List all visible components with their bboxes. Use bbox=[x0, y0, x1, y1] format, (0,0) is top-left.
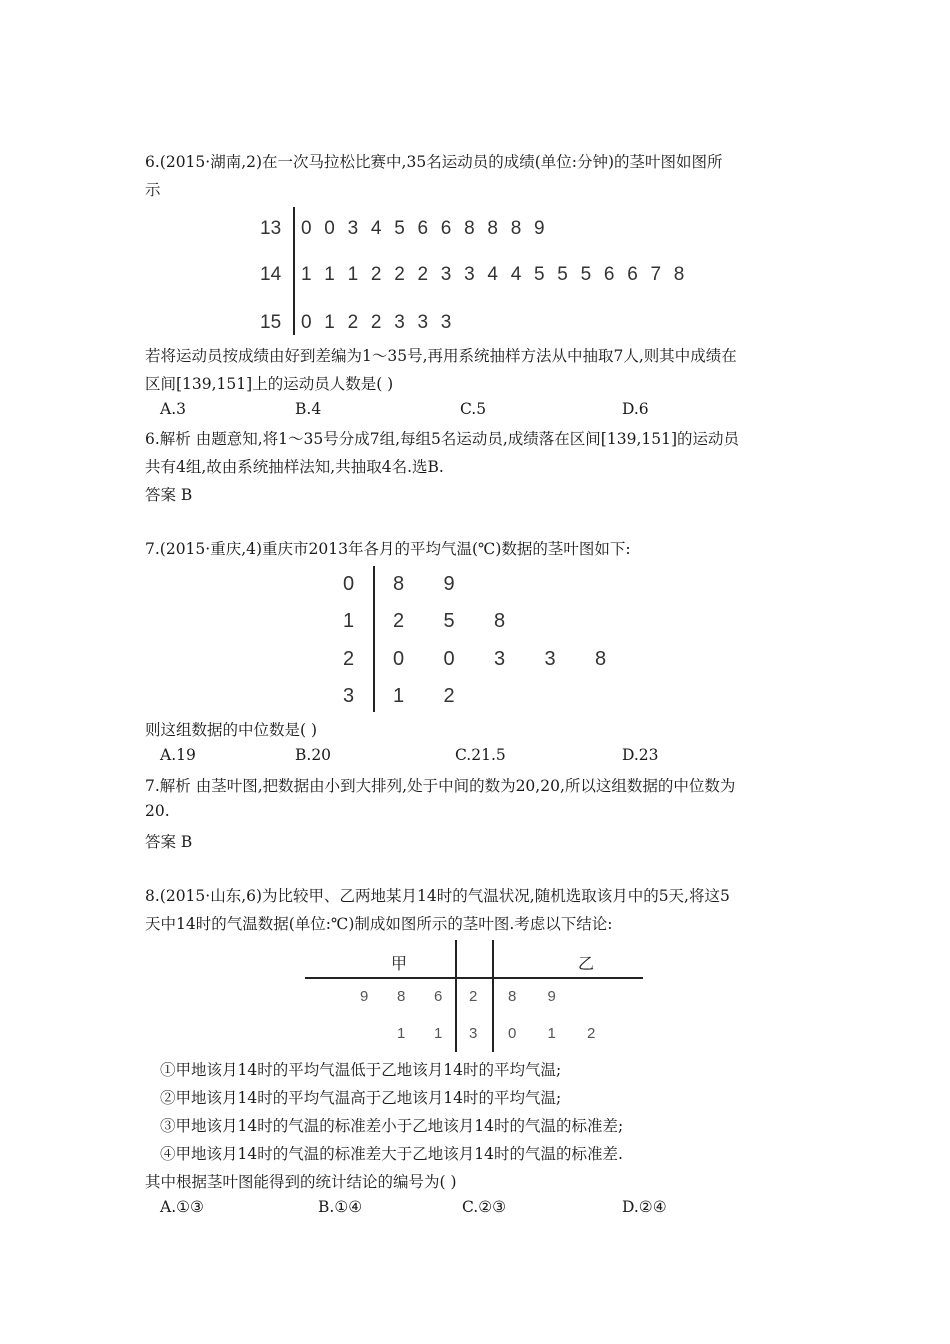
q7-option-a: A.19 bbox=[160, 746, 196, 764]
q8-stem: 2 bbox=[469, 988, 478, 1005]
q7-leaf: 0 bbox=[393, 648, 405, 670]
q6-leaf: 3 bbox=[394, 312, 405, 333]
q8-right-leaf: 1 bbox=[547, 1025, 556, 1042]
q6-leaf: 3 bbox=[347, 218, 359, 239]
q6-leaf: 4 bbox=[510, 264, 522, 285]
q6-leaf: 7 bbox=[650, 264, 662, 285]
q6-leaf: 1 bbox=[347, 264, 359, 285]
q7-stem: 3 bbox=[343, 685, 355, 707]
q7-plot-divider bbox=[373, 566, 375, 712]
q6-leaf: 5 bbox=[557, 264, 568, 285]
q8-plot-header-rule bbox=[305, 977, 643, 979]
q8-option-b: B.①④ bbox=[318, 1198, 363, 1216]
q6-stem-line1: 6.(2015·湖南,2)在一次马拉松比赛中,35名运动员的成绩(单位:分钟)的茎叶图如图所 bbox=[145, 153, 723, 171]
q6-leaf: 3 bbox=[464, 264, 475, 285]
q7-leaf: 2 bbox=[443, 685, 455, 707]
q7-analysis-line1: 7.解析 由茎叶图,把数据由小到大排列,处于中间的数为20,20,所以这组数据的中位数为 bbox=[145, 777, 736, 795]
q6-leaf: 6 bbox=[603, 264, 615, 285]
q6-option-c: C.5 bbox=[460, 400, 487, 418]
q6-leaf: 6 bbox=[627, 264, 638, 285]
q8-plot-divider-left bbox=[455, 940, 457, 1052]
q8-right-leaf: 2 bbox=[587, 1025, 596, 1042]
q7-leaf: 3 bbox=[544, 648, 556, 670]
q7-leaf: 8 bbox=[595, 648, 607, 670]
q6-leaf: 0 bbox=[301, 218, 312, 239]
q8-left-header: 甲 bbox=[391, 954, 408, 973]
q7-leaf: 1 bbox=[393, 685, 405, 707]
q7-leaf: 8 bbox=[393, 573, 405, 595]
q8-stem-line1: 8.(2015·山东,6)为比较甲、乙两地某月14时的气温状况,随机选取该月中的5天,将这5 bbox=[145, 887, 730, 905]
q6-leaf: 2 bbox=[394, 264, 405, 285]
q8-option-c: C.②③ bbox=[462, 1198, 507, 1216]
q6-stem: 14 bbox=[260, 264, 282, 285]
q7-option-d: D.23 bbox=[622, 746, 659, 764]
q6-leaf: 0 bbox=[301, 312, 312, 333]
q7-option-b: B.20 bbox=[295, 746, 332, 764]
q6-leaf: 3 bbox=[440, 312, 452, 333]
q8-conclusion-3: ③甲地该月14时的气温的标准差小于乙地该月14时的气温的标准差; bbox=[160, 1117, 624, 1135]
q6-option-d: D.6 bbox=[622, 400, 649, 418]
q6-leaf: 3 bbox=[440, 264, 452, 285]
q8-plot-divider-right bbox=[492, 940, 494, 1052]
q7-leaf: 2 bbox=[393, 610, 405, 632]
q7-leaf: 9 bbox=[443, 573, 455, 595]
q8-right-header: 乙 bbox=[578, 954, 595, 973]
q6-analysis-line2: 共有4组,故由系统抽样法知,共抽取4名.选B. bbox=[145, 458, 444, 476]
q8-left-leaf: 1 bbox=[434, 1025, 443, 1042]
q7-answer: 答案 B bbox=[145, 833, 193, 851]
q7-question: 则这组数据的中位数是( ) bbox=[145, 721, 318, 739]
q8-option-d: D.②④ bbox=[622, 1198, 667, 1216]
q7-leaf: 0 bbox=[443, 648, 455, 670]
q7-stem: 1 bbox=[343, 610, 355, 632]
q7-stem: 2 bbox=[343, 648, 355, 670]
q8-right-leaf: 0 bbox=[508, 1025, 517, 1042]
q7-analysis-line2: 20. bbox=[145, 802, 170, 820]
q6-leaf: 1 bbox=[324, 312, 335, 333]
q8-conclusion-4: ④甲地该月14时的气温的标准差大于乙地该月14时的气温的标准差. bbox=[160, 1145, 623, 1163]
q6-leaf: 2 bbox=[347, 312, 359, 333]
q6-leaf: 6 bbox=[440, 218, 452, 239]
q6-stem: 13 bbox=[260, 218, 282, 239]
q6-analysis-line1: 6.解析 由题意知,将1～35号分成7组,每组5名运动员,成绩落在区间[139,151]的运动员 bbox=[145, 430, 739, 448]
q6-leaf: 2 bbox=[370, 312, 382, 333]
q8-conclusion-2: ②甲地该月14时的平均气温高于乙地该月14时的平均气温; bbox=[160, 1089, 562, 1107]
q6-leaf: 8 bbox=[487, 218, 498, 239]
q6-stem: 15 bbox=[260, 312, 282, 333]
q6-leaf: 5 bbox=[394, 218, 405, 239]
q6-leaf: 8 bbox=[673, 264, 685, 285]
q8-right-leaf: 8 bbox=[508, 988, 517, 1005]
q7-stem: 7.(2015·重庆,4)重庆市2013年各月的平均气温(℃)数据的茎叶图如下: bbox=[145, 540, 631, 558]
q6-leaf: 0 bbox=[324, 218, 335, 239]
q8-left-leaf: 9 bbox=[360, 988, 369, 1005]
q8-option-a: A.①③ bbox=[160, 1198, 204, 1216]
q6-question-line1: 若将运动员按成绩由好到差编为1～35号,再用系统抽样方法从中抽取7人,则其中成绩在 bbox=[145, 347, 737, 365]
q7-option-c: C.21.5 bbox=[455, 746, 506, 764]
q8-left-leaf: 6 bbox=[434, 988, 443, 1005]
q6-answer: 答案 B bbox=[145, 486, 193, 504]
q6-option-a: A.3 bbox=[160, 400, 186, 418]
q6-plot-divider bbox=[293, 207, 295, 335]
q6-leaf: 6 bbox=[417, 218, 429, 239]
q6-leaf: 5 bbox=[580, 264, 592, 285]
q6-leaf: 8 bbox=[510, 218, 522, 239]
q6-leaf: 9 bbox=[534, 218, 545, 239]
q8-stem: 3 bbox=[469, 1025, 478, 1042]
q6-option-b: B.4 bbox=[295, 400, 322, 418]
q8-stem-line2: 天中14时的气温数据(单位:℃)制成如图所示的茎叶图.考虑以下结论: bbox=[145, 915, 613, 933]
q8-conclusion-1: ①甲地该月14时的平均气温低于乙地该月14时的平均气温; bbox=[160, 1061, 562, 1079]
q6-leaf: 5 bbox=[534, 264, 545, 285]
q6-leaf: 2 bbox=[417, 264, 429, 285]
q7-leaf: 8 bbox=[494, 610, 506, 632]
q8-left-leaf: 1 bbox=[397, 1025, 406, 1042]
q6-question-line2: 区间[139,151]上的运动员人数是( ) bbox=[145, 375, 394, 393]
q6-leaf: 8 bbox=[464, 218, 475, 239]
q7-leaf: 3 bbox=[494, 648, 506, 670]
q6-leaf: 1 bbox=[301, 264, 312, 285]
q7-stem: 0 bbox=[343, 573, 355, 595]
q6-leaf: 4 bbox=[370, 218, 382, 239]
q6-stem-line2: 示 bbox=[145, 181, 161, 199]
q7-leaf: 5 bbox=[443, 610, 455, 632]
q8-left-leaf: 8 bbox=[397, 988, 406, 1005]
q6-leaf: 2 bbox=[370, 264, 382, 285]
q6-leaf: 1 bbox=[324, 264, 335, 285]
q8-right-leaf: 9 bbox=[547, 988, 556, 1005]
q6-leaf: 3 bbox=[417, 312, 429, 333]
q6-leaf: 4 bbox=[487, 264, 498, 285]
q8-question: 其中根据茎叶图能得到的统计结论的编号为( ) bbox=[145, 1173, 457, 1191]
